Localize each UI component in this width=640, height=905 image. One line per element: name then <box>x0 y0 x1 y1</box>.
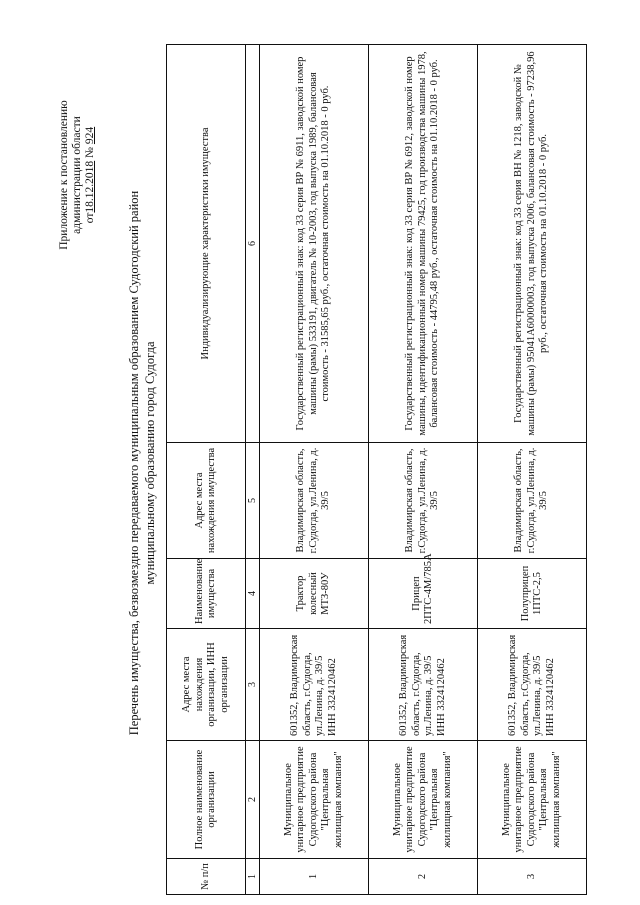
table-header-row <box>167 45 246 895</box>
characteristics-cell: Государственный регистрационный знак: код 33 серия ВР № 6912, заводской номер машины, идентификационный номер машины 79425, год производства машины 1978, балансовая стоимость - 44795,48 руб., остаточная стоимость на 01.10.2018 - 0 руб. <box>369 45 478 443</box>
document-title <box>126 113 158 813</box>
item-address-cell: Владимирская область, г.Судогда, ул.Ленина, д. 39/5 <box>369 443 478 559</box>
column-number: 5 <box>246 443 260 559</box>
title-line-2: муниципальному образованию город Судогда <box>143 341 157 585</box>
header-characteristics: Индивидуализирующие характеристики имущества <box>167 45 246 443</box>
annex-date-prefix: от <box>84 212 96 224</box>
item-name-cell: Трактор колесный МТЗ-80У <box>260 559 369 629</box>
annex-number: 924 <box>84 126 96 145</box>
org-name-cell: Муниципальное унитарное предприятие Судогодского района "Центральная жилищная компания" <box>369 741 478 859</box>
header-org-address: Адрес места нахождения организации, ИНН организации <box>167 629 246 741</box>
column-number: 2 <box>246 741 260 859</box>
table-row <box>260 45 369 895</box>
header-org-name: Полное наименование организации <box>167 741 246 859</box>
column-number-row <box>246 45 260 895</box>
row-number: 3 <box>478 859 587 895</box>
org-address-cell: 601352, Владимирская область, г.Судогда, ул.Ленина, д. 39/5 ИНН 3324120462 <box>260 629 369 741</box>
item-address-cell: Владимирская область, г.Судогда, ул.Ленина, д. 39/5 <box>478 443 587 559</box>
annex-date-line <box>84 75 97 275</box>
item-name-cell: Прицеп 2ПТС-4М/785А <box>369 559 478 629</box>
property-table <box>166 44 587 895</box>
column-number: 6 <box>246 45 260 443</box>
org-name-cell: Муниципальное унитарное предприятие Судогодского района "Центральная жилищная компания" <box>478 741 587 859</box>
item-address-cell: Владимирская область, г.Судогда, ул.Ленина, д. 39/5 <box>260 443 369 559</box>
header-number: № п/п <box>167 859 246 895</box>
header-item-name: Наименование имущества <box>167 559 246 629</box>
column-number: 1 <box>246 859 260 895</box>
characteristics-cell: Государственный регистрационный знак: код 33 серия ВН № 1218, заводской № машины (рамы) 95041А60000003, год выпуска 2006, балансовая стоимость - 97238,96 руб., остаточная стоимость на 01.10.2018 - 0 руб. <box>478 45 587 443</box>
characteristics-cell: Государственный регистрационный знак: код 33 серия ВР № 6911, заводской номер машины (рамы) 533191, двигатель № 10-2003, год выпуска 1989, балансовая стоимость - 31585,65 руб., остаточная стоимость на 01.10.2018 - 0 руб. <box>260 45 369 443</box>
title-line-1: Перечень имущества, безвозмездно передаваемого муниципальным образованием Судогодский район <box>127 190 141 736</box>
row-number: 2 <box>369 859 478 895</box>
column-number: 3 <box>246 629 260 741</box>
annex-line-1: Приложение к постановлению <box>58 100 70 250</box>
annex-date: 18.12.2018 <box>84 160 96 213</box>
column-number: 4 <box>246 559 260 629</box>
annex-line-2: администрации области <box>71 116 83 234</box>
header-item-address: Адрес места нахождения имущества <box>167 443 246 559</box>
org-address-cell: 601352, Владимирская область, г.Судогда, ул.Ленина, д. 39/5 ИНН 3324120462 <box>369 629 478 741</box>
org-name-cell: Муниципальное унитарное предприятие Судогодского района "Центральная жилищная компания" <box>260 741 369 859</box>
annex-block <box>58 75 97 275</box>
annex-number-label: № <box>84 146 96 158</box>
table-row <box>369 45 478 895</box>
item-name-cell: Полуприцеп 1ПТС-2,5 <box>478 559 587 629</box>
org-address-cell: 601352, Владимирская область, г.Судогда, ул.Ленина, д. 39/5 ИНН 3324120462 <box>478 629 587 741</box>
row-number: 1 <box>260 859 369 895</box>
table-row <box>478 45 587 895</box>
